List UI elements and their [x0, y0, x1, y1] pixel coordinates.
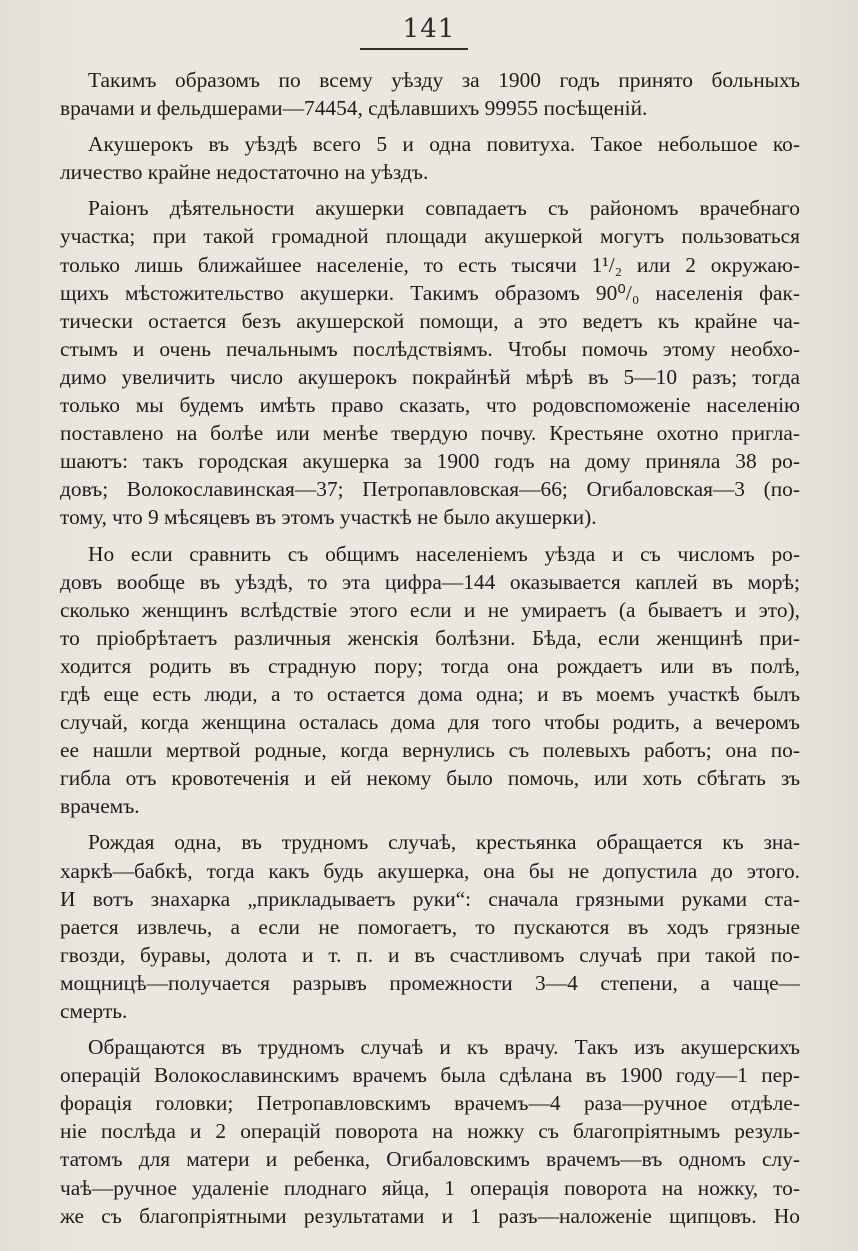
text-line: ее нашли мертвой родные, когда вернулись съ полевыхъ работъ; она по- [60, 738, 800, 763]
text-line: форація головки; Петропавловскимъ врачемъ—4 раза—ручное отдѣле- [60, 1091, 800, 1116]
text-line: харкѣ—бабкѣ, тогда какъ будь акушерка, она бы не допустила до этого. [60, 858, 800, 883]
text-line: гвозди, буравы, долота и т. п. и въ счастливомъ случаѣ при такой по- [60, 942, 800, 967]
text-line: стымъ и очень печальнымъ послѣдствіямъ. Чтобы помочь этому необхо- [60, 336, 800, 361]
text-line: тому, что 9 мѣсяцевъ въ этомъ участкѣ не было акушерки). [60, 505, 597, 530]
page-number: 141 [402, 14, 456, 44]
text-line: участка; при такой громадной площади акушеркой могутъ пользоваться [60, 224, 800, 249]
text-line: поставлено на болѣе или менѣе твердую почву. Крестьяне охотно пригла- [60, 421, 800, 446]
body-text [60, 66, 800, 1238]
paragraph [60, 66, 800, 122]
text-line: только лишь ближайшее населеніе, то есть тысячи 1¹/₂ или 2 окружаю- [60, 252, 800, 277]
text-line: Такимъ образомъ по всему уѣзду за 1900 годъ принято больныхъ [88, 68, 800, 92]
text-line: Раіонъ дѣятельности акушерки совпадаетъ съ райономъ врачебнаго [88, 196, 800, 221]
text-line: врачемъ. [60, 794, 140, 819]
text-line: рается извлечь, а если не помогаетъ, то пускаются въ ходъ грязные [60, 914, 800, 939]
text-line: то пріобрѣтаетъ различныя женскія болѣзни. Бѣда, если женщинѣ при- [60, 625, 800, 650]
text-line: щихъ мѣстожительство акушерки. Такимъ образомъ 90⁰/₀ населенія фак- [60, 280, 800, 305]
text-line: ходится родить въ страдную пору; тогда она рождаетъ или въ полѣ, [60, 653, 800, 678]
text-line: чаѣ—ручное удаленіе плоднаго яйца, 1 операція поворота на ножку, то- [60, 1175, 800, 1200]
paragraph [60, 1033, 800, 1230]
text-line: довъ вообще въ уѣздѣ, то эта цифра—144 оказывается каплей въ морѣ; [60, 569, 800, 594]
text-line: Рождая одна, въ трудномъ случаѣ, крестьянка обращается къ зна- [88, 830, 800, 855]
text-line: сколько женщинъ вслѣдствіе этого если и не умираетъ (а бываетъ и это), [60, 597, 800, 622]
page-number-rule [360, 48, 468, 50]
text-line: врачами и фельдшерами—74454, сдѣлавшихъ 99955 посѣщеній. [60, 96, 648, 121]
text-line: татомъ для матери и ребенка, Огибаловскимъ врачемъ—въ одномъ слу- [60, 1147, 800, 1172]
text-line: случай, когда женщина осталась дома для того чтобы родить, а вечеромъ [60, 710, 800, 735]
text-line: И вотъ знахарка „прикладываетъ руки“: сначала грязными руками ста- [60, 886, 800, 911]
text-line: довъ; Волокославинская—37; Петропавловская—66; Огибаловская—3 (по- [60, 477, 800, 502]
text-line: ніе послѣда и 2 операцій поворота на ножку съ благопріятнымъ резуль- [60, 1119, 800, 1144]
text-line: димо увеличить число акушерокъ покрайнѣй мѣрѣ въ 5—10 разъ; тогда [60, 364, 800, 389]
paragraph [60, 540, 800, 821]
paragraph [60, 130, 800, 186]
text-line: гдѣ еще есть люди, а то остается дома одна; и въ моемъ участкѣ былъ [60, 681, 800, 706]
text-line: личество крайне недостаточно на уѣздъ. [60, 160, 429, 185]
paragraph [60, 194, 800, 531]
text-line: Но если сравнить съ общимъ населеніемъ уѣзда и съ числомъ ро- [88, 541, 800, 566]
text-line: шаютъ: такъ городская акушерка за 1900 годъ на дому приняла 38 ро- [60, 449, 800, 474]
text-line: смерть. [60, 999, 128, 1023]
text-line: же съ благопріятными результатами и 1 разъ—наложеніе щипцовъ. Но [60, 1203, 800, 1228]
text-line: Обращаются въ трудномъ случаѣ и къ врачу. Такъ изъ акушерскихъ [88, 1035, 800, 1060]
text-line: гибла отъ кровотеченія и ей некому было помочь, или хоть сбѣгать зъ [60, 766, 800, 791]
text-line: мощницѣ—получается разрывъ промежности 3—4 степени, а чаще— [60, 970, 800, 995]
text-line: только мы будемъ имѣть право сказать, что родовспоможеніе населенію [60, 393, 800, 418]
text-line: тически остается безъ акушерской помощи, а это ведетъ къ крайне ча- [60, 308, 800, 333]
text-line: операцій Волокославинскимъ врачемъ была сдѣлана въ 1900 году—1 пер- [60, 1063, 800, 1088]
paragraph [60, 828, 800, 1025]
text-line: Акушерокъ въ уѣздѣ всего 5 и одна повитуха. Такое небольшое ко- [88, 132, 800, 157]
